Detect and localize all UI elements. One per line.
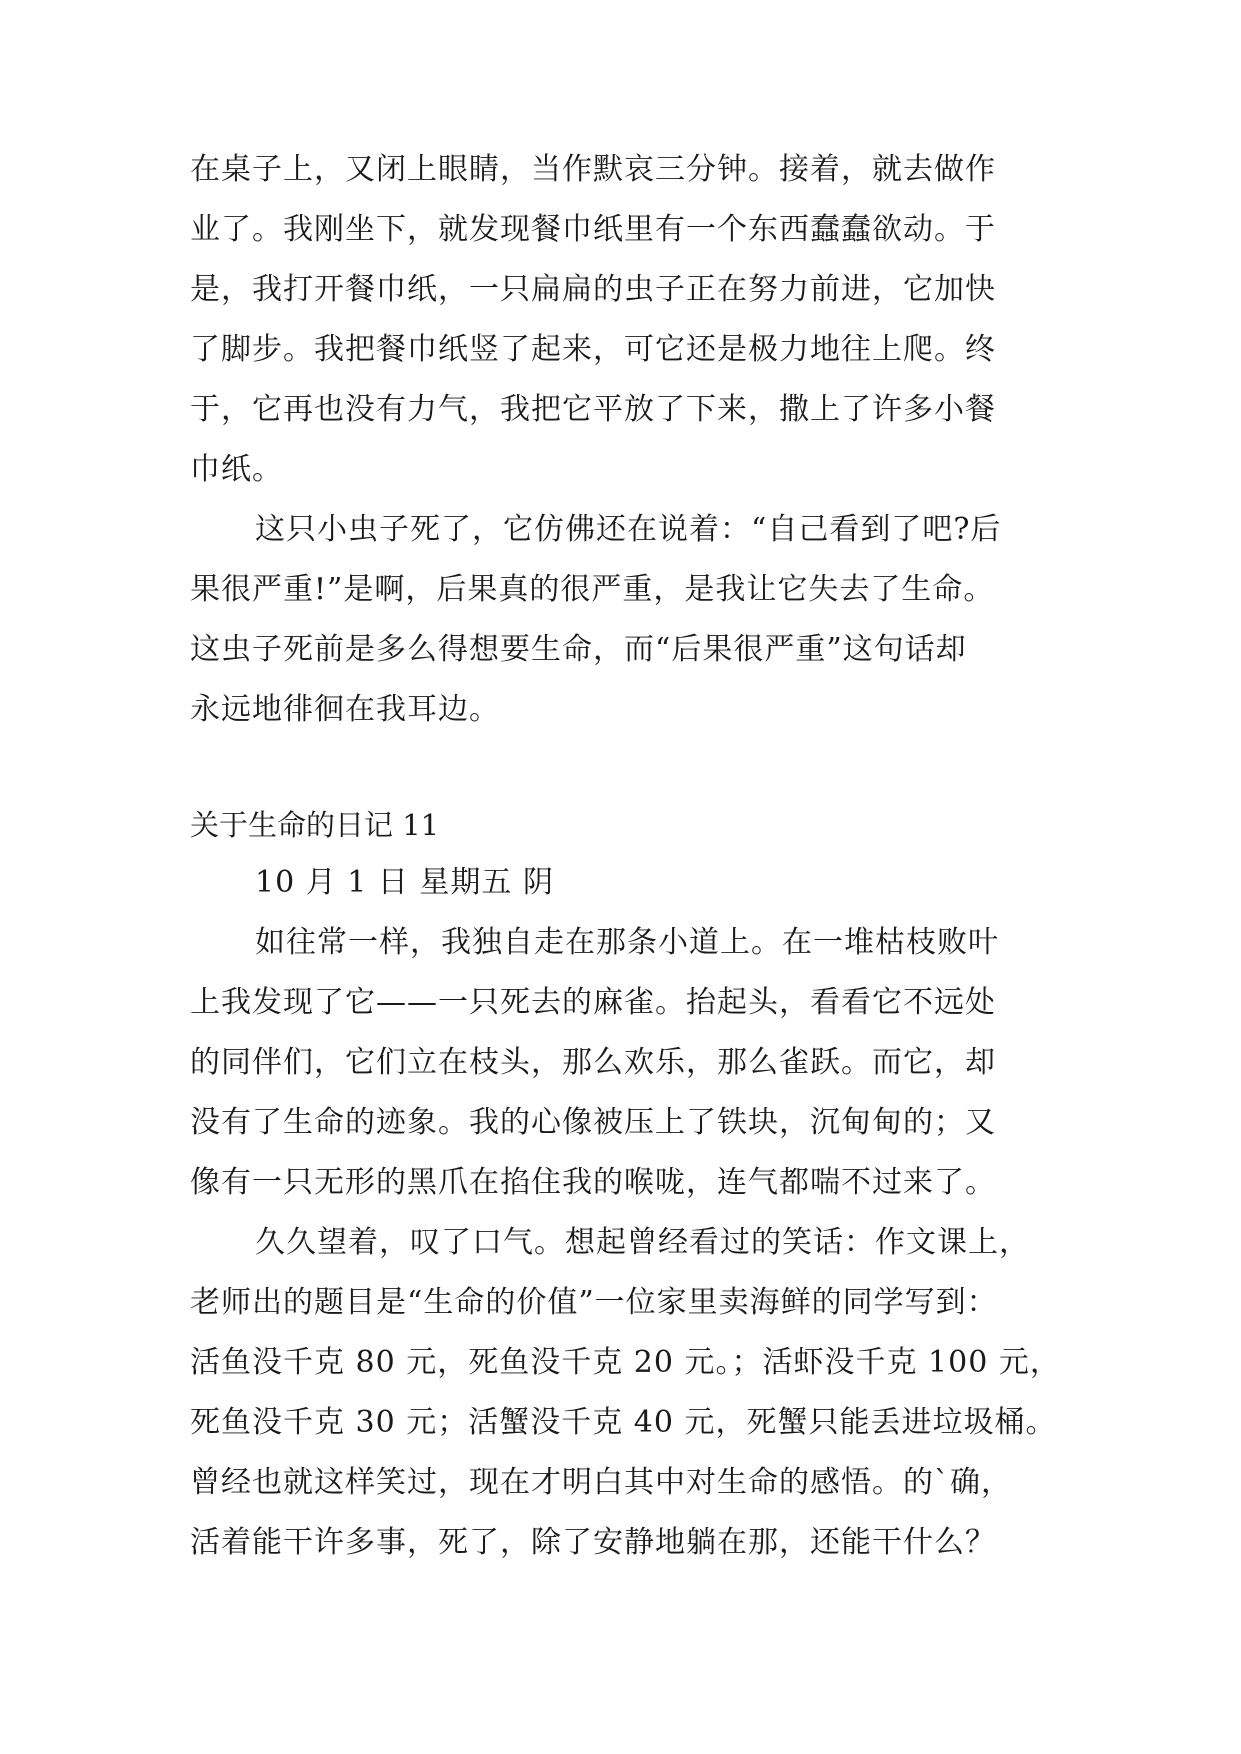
body-text-line: 如往常一样，我独自走在那条小道上。在一堆枯枝败叶: [255, 925, 999, 960]
body-text-line: 在桌子上，又闭上眼睛，当作默哀三分钟。接着，就去做作: [190, 152, 996, 187]
body-text-line: 久久望着，叹了口气。想起曾经看过的笑话：作文课上，: [255, 1225, 1030, 1260]
body-text-line: 活鱼没千克 80 元，死鱼没千克 20 元。；活虾没千克 100 元，: [190, 1345, 1061, 1380]
body-text-line: 这虫子死前是多么得想要生命，而“后果很严重”这句话却: [190, 632, 967, 667]
body-text-line: 曾经也就这样笑过，现在才明白其中对生命的感悟。的`确，: [190, 1465, 1012, 1500]
body-text-line: 活着能干许多事，死了，除了安静地躺在那，还能干什么？: [190, 1525, 996, 1560]
body-text-line: 永远地徘徊在我耳边。: [190, 692, 500, 727]
body-text-line: 果很严重!”是啊，后果真的很严重，是我让它失去了生命。: [190, 572, 995, 607]
body-text-line: 这只小虫子死了，它仿佛还在说着：“自己看到了吧?后: [255, 512, 1002, 547]
body-text-line: 的同伴们，它们立在枝头，那么欢乐，那么雀跃。而它，却: [190, 1045, 996, 1080]
body-text-line: 上我发现了它——一只死去的麻雀。抬起头，看看它不远处: [190, 985, 996, 1020]
body-text-line: 老师出的题目是“生命的价值”一位家里卖海鲜的同学写到：: [190, 1285, 998, 1320]
body-text-line: 像有一只无形的黑爪在掐住我的喉咙，连气都喘不过来了。: [190, 1165, 996, 1200]
body-text-line: 死鱼没千克 30 元；活蟹没千克 40 元，死蟹只能丢进垃圾桶。: [190, 1405, 1057, 1440]
body-text-line: 业了。我刚坐下，就发现餐巾纸里有一个东西蠢蠢欲动。于: [190, 212, 996, 247]
diary-title: 关于生命的日记 11: [190, 808, 440, 842]
body-text-line: 了脚步。我把餐巾纸竖了起来，可它还是极力地往上爬。终: [190, 332, 996, 367]
body-text-line: 没有了生命的迹象。我的心像被压上了铁块，沉甸甸的；又: [190, 1105, 996, 1140]
body-text-line: 于，它再也没有力气，我把它平放了下来，撒上了许多小餐: [190, 392, 996, 427]
diary-date: 10 月 1 日 星期五 阴: [255, 865, 554, 900]
body-text-line: 巾纸。: [190, 452, 283, 487]
body-text-line: 是，我打开餐巾纸，一只扁扁的虫子正在努力前进，它加快: [190, 272, 996, 307]
